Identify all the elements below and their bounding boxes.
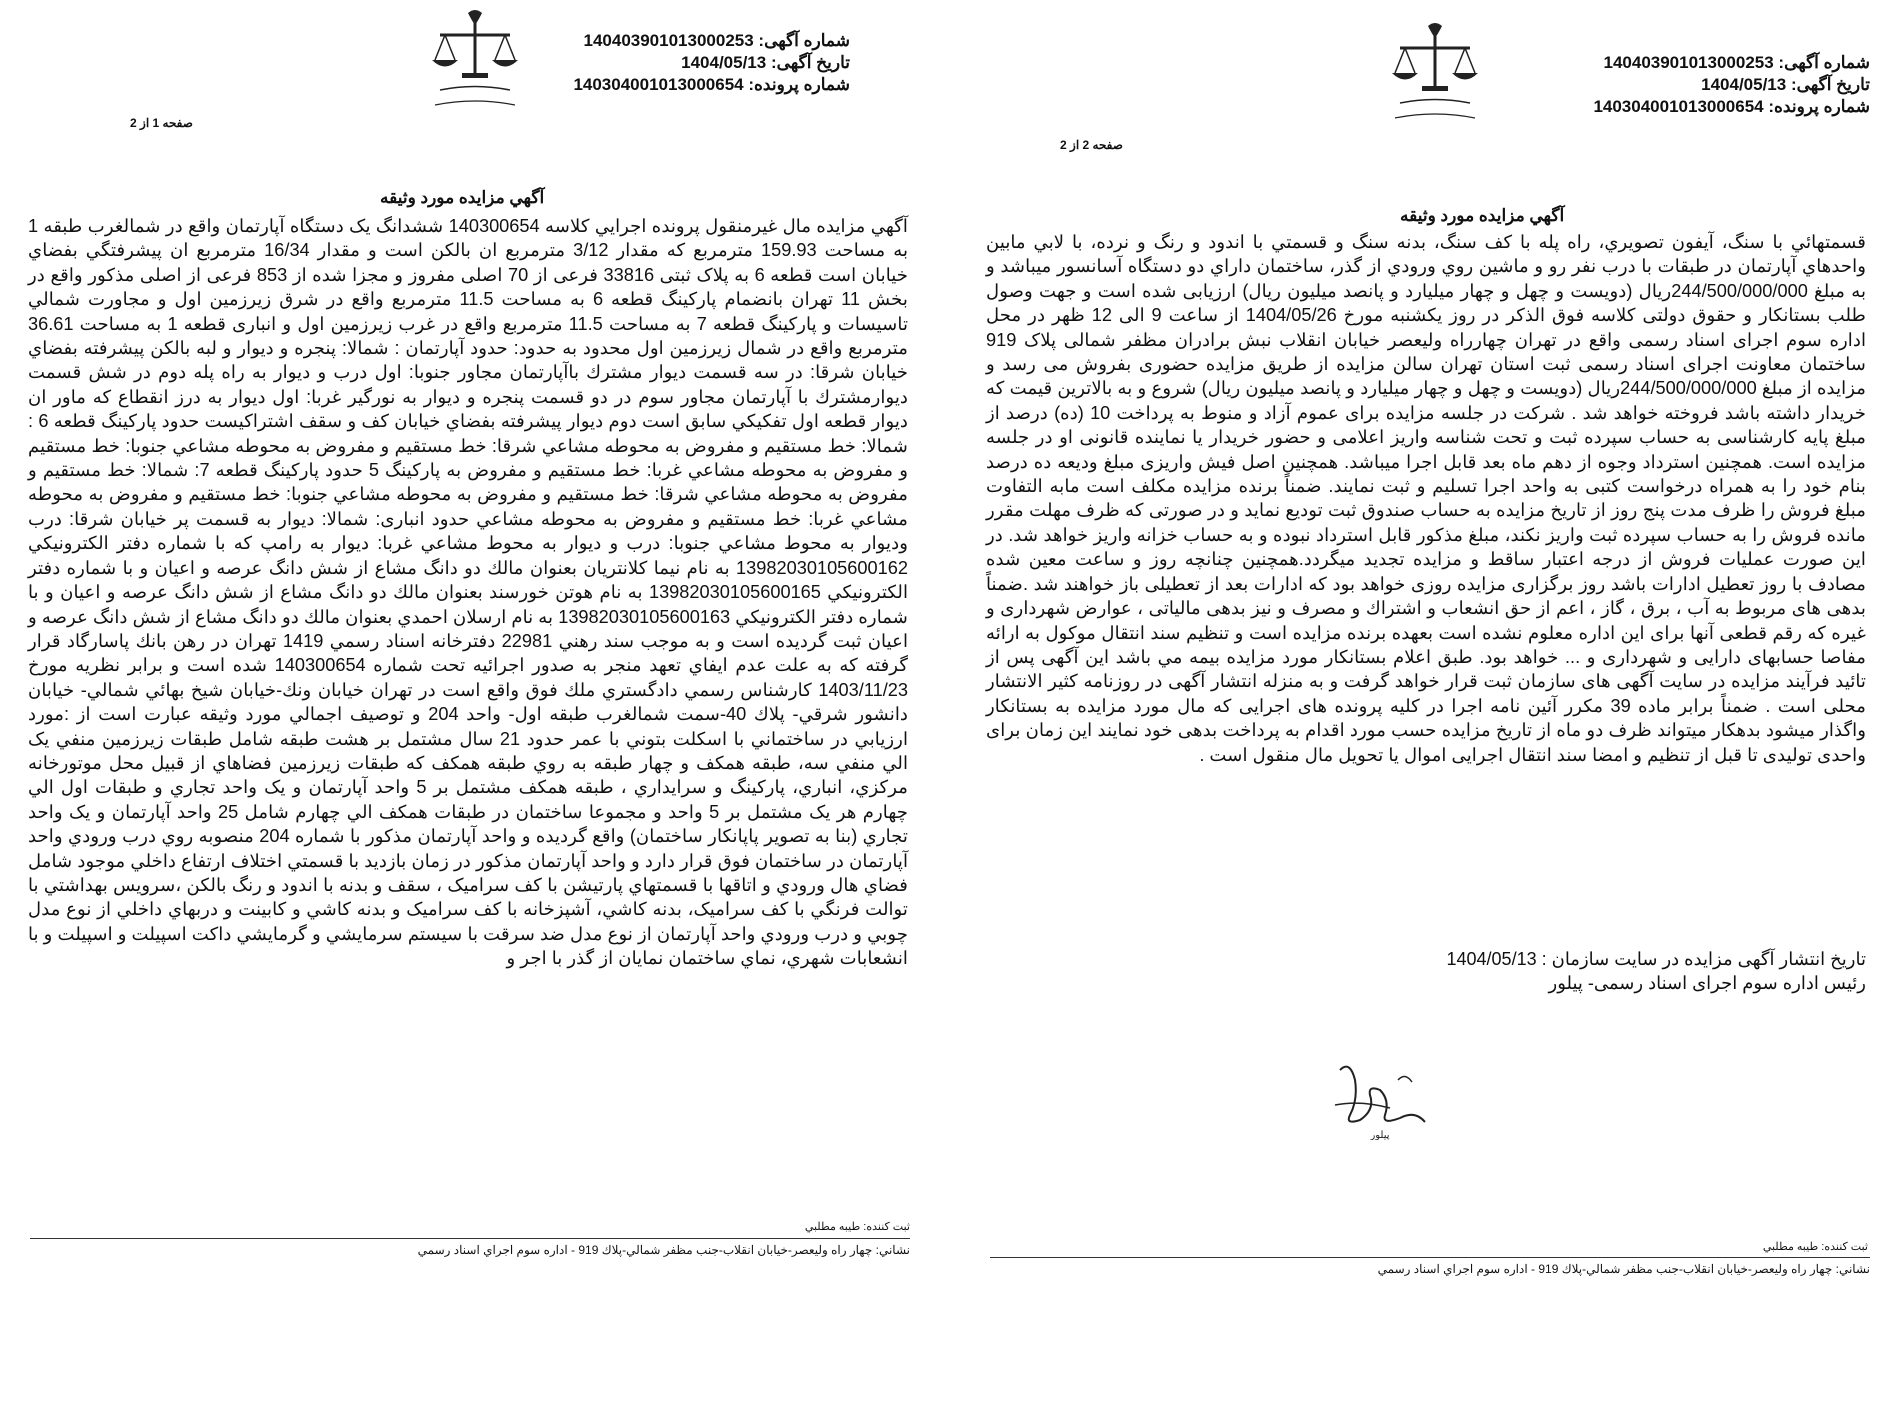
registrar-label: ثبت كننده:: [863, 1221, 910, 1233]
notice-title: آگهي مزايده مورد وثيقه: [380, 188, 545, 207]
ad-date-row: [1570, 74, 1870, 96]
page-1: [20, 0, 920, 1413]
address-text: چهار راه وليعصر-خيابان انقلاب-جنب مظفر شمالي-پلاك 919 - اداره سوم اجراي اسناد رسمي: [1377, 1262, 1833, 1276]
publish-date-line: تاريخ انتشار آگهی مزايده در سايت سازمان : 1404/05/13: [1446, 949, 1866, 969]
judiciary-emblem-icon: [1380, 18, 1490, 128]
handwritten-signature-icon: [1320, 1050, 1440, 1140]
ad-number-label: شماره آگهی:: [1778, 53, 1870, 72]
ad-meta: [550, 30, 850, 96]
footer-divider: [30, 1238, 910, 1239]
judiciary-emblem-icon: [420, 5, 530, 115]
ad-date-label: تاریخ آگهی:: [1790, 75, 1870, 94]
case-number-row: [1570, 96, 1870, 118]
case-number-row: [550, 74, 850, 96]
ad-number-row: [1570, 52, 1870, 74]
ad-date-label: تاریخ آگهی:: [770, 53, 850, 72]
page-number: صفحه 1 از 2: [130, 116, 193, 130]
signature-text: پيلور: [1370, 1130, 1390, 1140]
ad-number: 140403901013000253: [1603, 53, 1774, 72]
ad-date: 1404/05/13: [1701, 75, 1787, 94]
footer-address: [30, 1243, 910, 1257]
registrar: [1640, 1240, 1868, 1253]
notice-body: قسمتهائي با سنگ، آيفون تصويري، راه پله با كف سنگ، بدنه سنگ و قسمتي با اندود و رنگ و نرده، با لابي مابين واحدهاي آپارتمان در طبقات با درب نفر رو و ماشين روي ورودي از گذر، ساختمان داراي دو دستگاه آسانسور ميباشد و به مبلغ 244/500/000/000ريال (دويست و چهل و چهار ميليارد و پانصد ميليون ريال) ارزيابی شده است و جهت وصول طلب بستانكار و حقوق دولتی كلاسه فوق الذكر در روز يكشنبه مورخ 1404/05/26 از ساعت 9 الی 12 ظهر در محل اداره سوم اجرای اسناد رسمی واقع در تهران چهارراه وليعصر خيابان انقلاب نبش برادران مظفر شمالی پلاک 919 ساختمان معاونت اجرای اسناد رسمی ثبت استان تهران سالن مزايده از طريق مزايده حضوری بفروش می رسد و مزايده از مبلغ 244/500/000/000ريال (دويست و چهل و چهار ميليارد و پانصد ميليون ريال) شروع و به بالاترين قيمت كه خريدار داشته باشد فروخته خواهد شد . شركت در جلسه مزايده برای عموم آزاد و منوط به پرداخت 10 (ده) درصد از مبلغ پايه كارشناسی به حساب سپرده ثبت و تحت شناسه واريز اعلامی و حضور خريدار يا نماينده قانونی او در جلسه مزايده است. همچنين استرداد وجوه از دهم ماه بعد قابل اجرا ميباشد. همچنين اصل فيش واريزی مبلغ وديعه ده درصد بنام خود را به همراه درخواست كتبی به واحد اجرا تسليم و ثبت نمايند. ضمناً برنده مزايده مكلف است مابه التفاوت مبلغ فروش را ظرف مدت پنج روز از تاريخ مزايده به حساب صندوق ثبت توديع نمايد و در صورتی كه ظرف مهلت مقرر مانده فروش را به حساب سپرده ثبت واريز نكند، مبلغ مذكور قابل استرداد نبوده و به حساب خزانه واريز خواهد شد. در اين صورت عمليات فروش از درجه اعتبار ساقط و مزايده تجديد ميگردد.همچنين چنانچه روز و ساعت معين شده مصادف با روز تعطيل ادارات باشد روز برگزاری مزايده روزی خواهد بود كه ادارات بعد از تعطيلی باز خواهند شد .ضمناً بدهی های مربوط به آب ، برق ، گاز ، اعم از حق انشعاب و اشتراك و مصرف و نيز بدهی مالياتی ، عوارض شهرداری و غيره كه رقم قطعی آنها برای اين اداره معلوم نشده است بعهده برنده مزايده است و تنظيم سند انتقال موكول به ارائه مفاصا حسابهای دارايی و شهرداری و ... خواهد بود. طبق اعلام بستانكار مورد مزايده بيمه مي باشد اين آگهی پس از تائيد فرآيند مزايده در سايت آگهی های سازمان ثبت قرار خواهد گرفت و به منزله انتشار آگهی در روزنامه كثير الانتشار محلی است . ضمناً برابر ماده 39 مكرر آئين نامه اجرا در كليه پرونده های اجرايی كه مال مورد مزايده به بستانكار واگذار ميشود بدهكار ميتواند ظرف دو ماه از تاريخ مزايده حسب مورد اقدام به پرداخت بدهی خود نمايند اين زمان برای واحدی توليدی تا قبل از تنظيم و امضا سند انتقال اجرايی اموال يا تحويل مال منقول است .: [986, 232, 1867, 765]
ad-number-label: شماره آگهی:: [758, 31, 850, 50]
ad-date: 1404/05/13: [681, 53, 767, 72]
footer-address: [990, 1262, 1870, 1276]
case-number: 140304001013000654: [1593, 97, 1764, 116]
address-label: نشاني:: [1835, 1262, 1870, 1276]
notice-body: آگهي مزايده مال غيرمنقول پرونده اجرايي كلاسه 140300654 ششدانگ يک دستگاه آپارتمان واقع در شمالغرب طبقه 1 به مساحت 159.93 مترمربع که مقدار 3/12 مترمربع ان بالکن است و مقدار 16/34 مترمربع ان پيشرفتگي بفضاي خيابان است قطعه 6 به پلاک ثبتی 33816 فرعی از 70 اصلی مفروز و مجزا شده از 853 فرعی از اصلی مذکور واقع در بخش 11 تهران بانضمام پارکينگ قطعه 6 به مساحت 11.5 مترمربع واقع در شرق زيرزمين اول و مجاورت شمالي تاسيسات و پارکينگ قطعه 7 به مساحت 11.5 مترمربع واقع در غرب زيرزمين اول و انباری قطعه 1 به مساحت 36.61 مترمربع واقع در شمال زيرزمين اول محدود به حدود: حدود آپارتمان : شمالا: پنجره و ديوار و لبه بالکن پيشرفته بفضاي خيابان شرقا: در سه قسمت ديوار مشترك باآپارتمان مجاور جنوبا: اول درب و ديوار به راه پله دوم در شش قسمت ديوارمشترك با آپارتمان مجاور سوم در دو قسمت پنجره و ديوار به نورگير غربا: اول ديوار به درز انقطاع كه ماور ان ديوار قطعه اول تفكيكي سابق است دوم ديوار پيشرفته بفضاي خيابان كف و سقف اشتراكيست حدود پارکينگ قطعه 6 : شمالا: خط مستقيم و مفروض به محوطه مشاعي شرقا: خط مستقيم و مفروض به محوطه مشاعي جنوبا: خط مستقيم و مفروض به محوطه مشاعي غربا: خط مستقيم و مفروض به پارکينگ 5 حدود پارکينگ قطعه 7: شمالا: خط مستقيم و مفروض به محوطه مشاعي شرقا: خط مستقيم و مفروض به محوطه مشاعي جنوبا: خط مستقيم و مفروض به محوطه مشاعي غربا: خط مستقيم و مفروض به محوطه مشاعي حدود انباری: شمالا: ديوار به قسمت پر خيابان شرقا: درب وديوار به محوط مشاعي جنوبا: درب و ديوار به محوط مشاعي غربا: ديوار به رامپ كه با شماره دفتر الكترونيكي 13982030105600162 به نام نيما كلانتريان بعنوان مالك دو دانگ مشاع از شش دانگ عرصه و اعيان و با شماره دفتر الكترونيكي 13982030105600165 به نام هوتن خورسند بعنوان مالك دو دانگ مشاع از شش دانگ عرصه و اعيان و با شماره دفتر الكترونيكي 13982030105600163 به نام ارسلان احمدي بعنوان مالك دو دانگ مشاع از شش دانگ عرصه و اعيان ثبت گرديده است و به موجب سند رهني 22981 دفترخانه اسناد رسمي 1419 تهران در رهن بانك پاسارگاد قرار گرفته كه به علت عدم ايفاي تعهد منجر به صدور اجرائيه تحت شماره 140300654 شده است و برابر نظريه مورخ 1403/11/23 كارشناس رسمي دادگستري ملك فوق واقع است در تهران خيابان ونك-خيابان شيخ بهائي شمالي- خيابان دانشور شرقي- پلاك 40-سمت شمالغرب طبقه اول- واحد 204 و توصيف اجمالي مورد وثيقه عبارت است از :مورد ارزيابي در ساختماني با اسكلت بتوني با عمر حدود 21 سال مشتمل بر هشت طبقه شامل طبقات زيرزمين منفي يک الي منفي سه، طبقه همكف و چهار طبقه به روي طبقه همكف كه طبقات زيرزمين فضاهاي از قبيل محل موتورخانه مركزي، انباري، پاركينگ و سرايداري ، طبقه همكف مشتمل بر 5 واحد آپارتمان و يک واحد تجاري و طبقات اول الي چهارم هر يک مشتمل بر 5 واحد و مجموعا ساختمان در طبقات همكف الي چهارم شامل 25 واحد آپارتمان و يک واحد تجاري (بنا به تصوير پاپانكار ساختمان) واقع گرديده و واحد آپارتمان مذكور با شماره 204 منصوبه روي درب ورودي واحد آپارتمان در ساختمان فوق قرار دارد و واحد آپارتمان مذكور در زمان بازديد با قسمتي اختلاف ارتفاع داخلي موجود شامل فضاي هال ورودي و اتاقها با قسمتهاي پارتيشن با كف سراميک ، سقف و بدنه با اندود و رنگ بالكن ،سرويس بهداشتي با توالت فرنگي با كف سراميک، بدنه كاشي، آشپزخانه با كف سراميک و بدنه كاشي و كابينت و دربهاي داخلي از نوع مدل چوبي و درب ورودي واحد آپارتمان از نوع مدل ضد سرقت با سيستم سرمايشي و گرمايشي داكت اسپيلت و اسپيلت و با انشعابات شهري، نماي ساختمان نمايان از گذر با اجر و: [28, 216, 909, 969]
case-number-label: شماره پرونده:: [1768, 97, 1870, 116]
page-2: [980, 0, 1880, 1413]
address-label: نشاني:: [875, 1243, 910, 1257]
ad-meta: [1570, 52, 1870, 118]
signatory-line: رئيس اداره سوم اجرای اسناد رسمی- پيلور: [1548, 973, 1866, 993]
page-number: صفحه 2 از 2: [1060, 138, 1123, 152]
registrar-name: طيبه مطلبي: [1762, 1241, 1819, 1253]
registrar: [680, 1220, 910, 1233]
registrar-name: طيبه مطلبي: [804, 1221, 861, 1233]
notice-title: آگهي مزايده مورد وثيقه: [1400, 206, 1565, 225]
registrar-label: ثبت كننده:: [1821, 1241, 1868, 1253]
address-text: چهار راه وليعصر-خيابان انقلاب-جنب مظفر شمالي-پلاك 919 - اداره سوم اجراي اسناد رسمي: [417, 1243, 873, 1257]
ad-number-row: [550, 30, 850, 52]
footer-divider: [990, 1257, 1870, 1258]
ad-date-row: [550, 52, 850, 74]
case-number: 140304001013000654: [573, 75, 744, 94]
ad-number: 140403901013000253: [583, 31, 754, 50]
case-number-label: شماره پرونده:: [748, 75, 850, 94]
